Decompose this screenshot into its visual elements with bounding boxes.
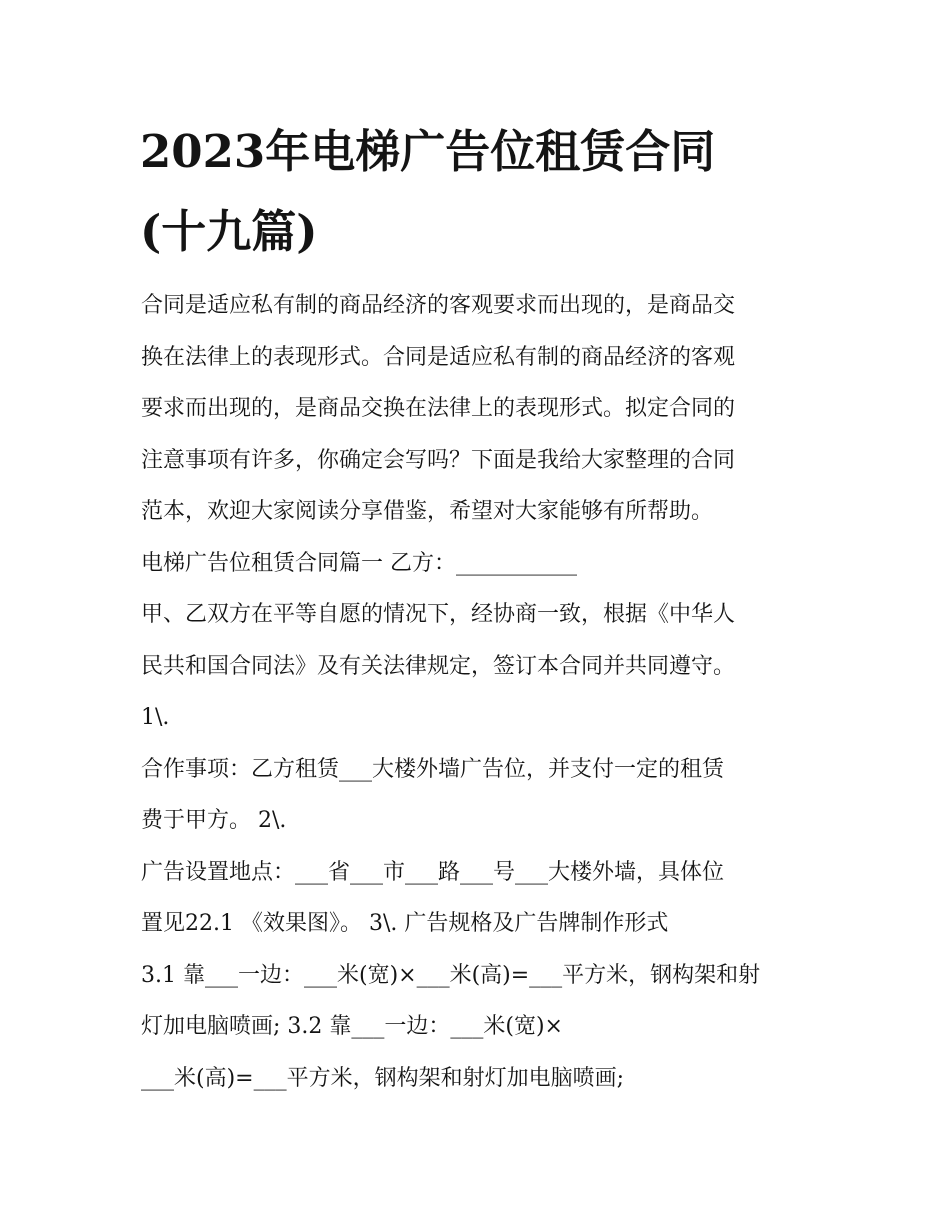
body-line: 合作事项：乙方租赁___大楼外墙广告位，并支付一定的租赁 xyxy=(141,756,725,782)
body-line: 费于甲方。 2\. xyxy=(141,808,287,833)
body-line: 要求而出现的，是商品交换在法律上的表现形式。拟定合同的 xyxy=(141,396,736,421)
body-line: 灯加电脑喷画; 3.2 靠___一边：___米(宽)× xyxy=(141,1014,563,1039)
body-line: 范本，欢迎大家阅读分享借鉴，希望对大家能够有所帮助。 xyxy=(141,499,714,524)
body-line: 合同是适应私有制的商品经济的客观要求而出现的，是商品交 xyxy=(141,293,736,318)
body-line: 1\. xyxy=(141,705,170,730)
body-line: 置见22.1 《效果图》。 3\. 广告规格及广告牌制作形式 xyxy=(141,911,669,936)
title-line: 2023年电梯广告位租赁合同 xyxy=(140,125,716,178)
document-title xyxy=(140,112,840,272)
title-line: (十九篇) xyxy=(140,205,318,258)
body-line: 换在法律上的表现形式。合同是适应私有制的商品经济的客观 xyxy=(141,344,736,370)
body-line: 注意事项有许多，你确定会写吗？下面是我给大家整理的合同 xyxy=(141,447,736,473)
body-line: 民共和国合同法》及有关法律规定，签订本合同并共同遵守。 xyxy=(141,653,736,679)
body-line: 3.1 靠___一边：___米(宽)×___米(高)=___平方米，钢构架和射 xyxy=(141,962,761,988)
body-line: 甲、乙双方在平等自愿的情况下，经协商一致，根据《中华人 xyxy=(141,602,736,627)
document-body xyxy=(141,280,821,1104)
body-line: 电梯广告位租赁合同篇一 乙方：___________ xyxy=(141,550,577,576)
body-line: ___米(高)=___平方米，钢构架和射灯加电脑喷画; xyxy=(141,1065,625,1091)
body-line: 广告设置地点：___省___市___路___号___大楼外墙，具体位 xyxy=(141,859,725,885)
